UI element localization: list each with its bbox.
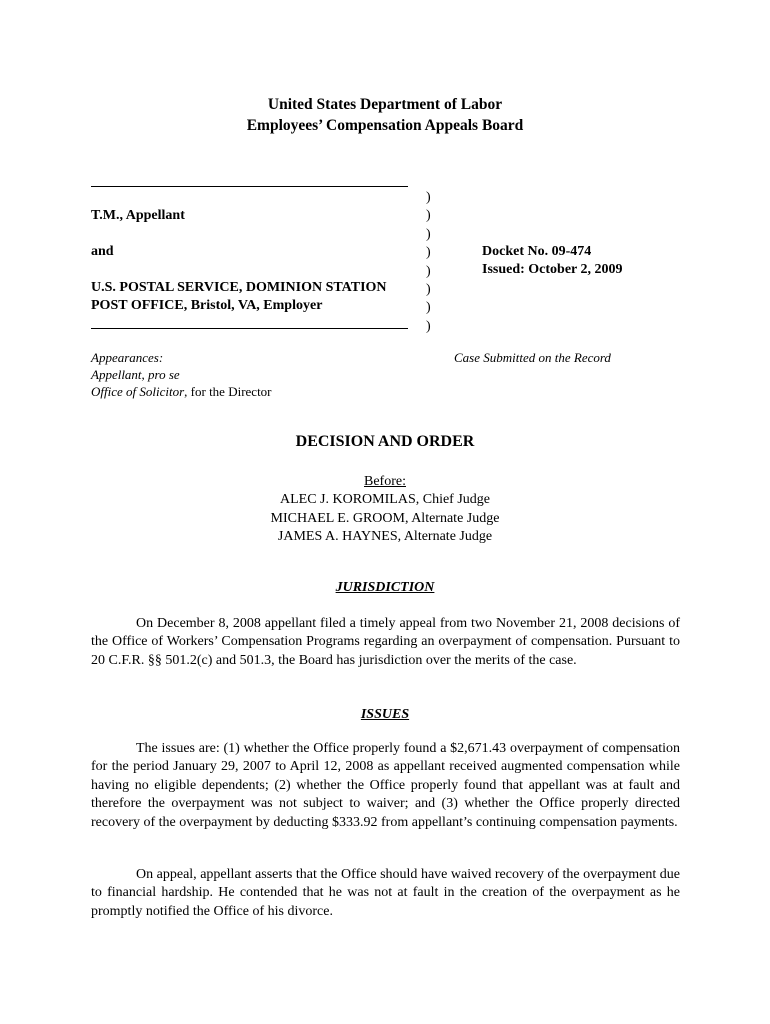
- paren: ): [426, 281, 431, 297]
- judge-name: ALEC J. KOROMILAS, Chief Judge: [280, 492, 490, 508]
- case-submitted-note: Case Submitted on the Record: [454, 350, 611, 365]
- caption-and: and: [91, 244, 114, 259]
- judge-name: JAMES A. HAYNES, Alternate Judge: [277, 528, 493, 544]
- jurisdiction-heading: JURISDICTION: [335, 580, 435, 595]
- employer-line-1: U.S. POSTAL SERVICE, DOMINION STATION: [91, 280, 387, 295]
- solicitor-role: , for the Director: [184, 384, 272, 399]
- agency-name: United States Department of Labor: [267, 96, 503, 113]
- issues-paragraph: The issues are: (1) whether the Office properly found a $2,671.43 overpayment of compensation for the period January 29, 2007 to April 12, 2008 as appellant received augmented compensation while having no eligible dependents; (2) whether the Office properly found that appellant was at fault and therefore the overpayment was not subject to waiver; and (3) whether the Office properly directed recovery of the overpayment by deducting $333.92 from appellant’s continuing compensation payments.: [91, 741, 680, 830]
- paren: ): [426, 190, 431, 205]
- appellant-appearance: Appellant, pro se: [91, 367, 180, 382]
- appearances-block: [91, 349, 272, 400]
- paren: ): [426, 318, 431, 334]
- judges-block: [0, 473, 770, 546]
- caption-parentheses: [426, 189, 431, 336]
- paren: ): [426, 208, 431, 224]
- solicitor-office: Office of Solicitor: [91, 384, 185, 399]
- issued-date: Issued: October 2, 2009: [482, 262, 623, 278]
- board-name: Employees’ Compensation Appeals Board: [246, 117, 524, 134]
- paren: ): [426, 226, 431, 242]
- caption-bottom-rule: [91, 328, 408, 329]
- paren: ): [426, 300, 431, 316]
- caption-top-rule: [91, 186, 408, 187]
- issues-heading: ISSUES: [360, 707, 410, 722]
- employer-line-2: POST OFFICE, Bristol, VA, Employer: [91, 298, 323, 313]
- document-header: [0, 94, 770, 136]
- docket-info: [482, 243, 623, 280]
- paren: ): [426, 263, 431, 279]
- jurisdiction-paragraph: On December 8, 2008 appellant filed a timely appeal from two November 21, 2008 decisions of the Office of Workers’ Compensation Programs regarding an overpayment of compensation. Pursuant to 20 C.F.R. §§ 501.2(c) and 501.3, the Board has jurisdiction over the merits of the case.: [91, 616, 680, 668]
- docket-number: Docket No. 09-474: [482, 244, 592, 259]
- appeal-paragraph: On appeal, appellant asserts that the Office should have waived recovery of the overpayment due to financial hardship. He contended that he was not at fault in the creation of the overpayment as he promptly notified the Office of his divorce.: [91, 867, 680, 919]
- decision-title: DECISION AND ORDER: [295, 433, 475, 450]
- paren: ): [426, 245, 431, 261]
- appellant-name: T.M., Appellant: [91, 208, 185, 223]
- appearances-label: Appearances:: [91, 350, 164, 365]
- before-label: Before:: [364, 474, 406, 489]
- solicitor-appearance: [91, 383, 272, 400]
- judge-name: MICHAEL E. GROOM, Alternate Judge: [270, 510, 500, 526]
